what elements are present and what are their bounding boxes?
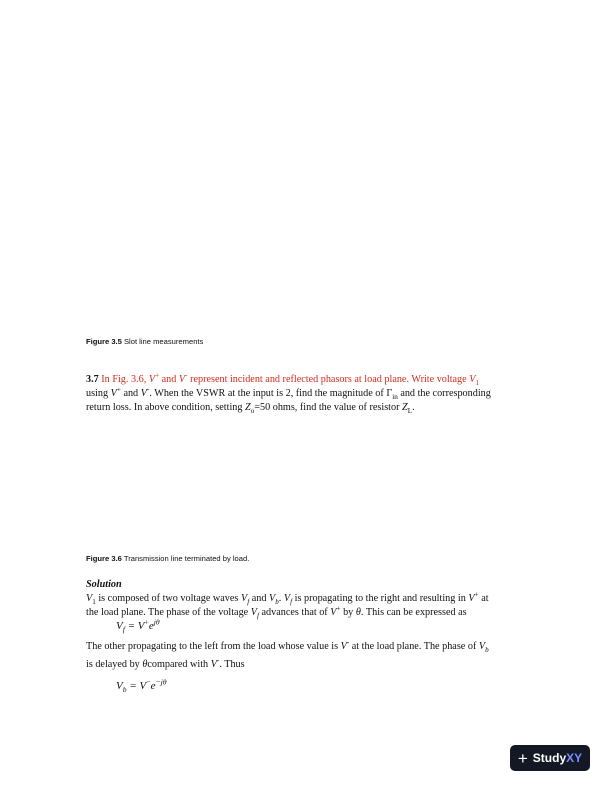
problem-line-1	[86, 373, 532, 387]
figure-label: Figure 3.5	[86, 337, 122, 346]
figure-3-6-caption	[86, 554, 249, 563]
solution-block	[86, 578, 532, 620]
problem-number: 3.7	[86, 374, 99, 385]
equation-vf: $V_f = V^+e^{j\theta}$	[116, 617, 160, 635]
equation-vb: $V_b = V^-e^{-j\theta}$	[116, 677, 167, 695]
figure-label: Figure 3.6	[86, 554, 122, 563]
solution-line-4: is delayed by θcompared with V-. Thus	[86, 656, 245, 670]
solution-line-3: The other propagating to the left from the load whose value is V- at the load plane. The phase of $V_b$	[86, 638, 489, 655]
problem-3-7	[86, 373, 532, 415]
problem-line-2: using V+ and V-. When the VSWR at the input is 2, find the magnitude of $\Gamma_{in}$ and the corresponding	[86, 385, 491, 402]
plus-icon: +	[517, 748, 528, 768]
solution-line-2: the load plane. The phase of the voltage $V_f$ advances that of V+ by θ. This can be expressed as	[86, 604, 467, 621]
solution-block-2	[86, 640, 532, 672]
problem-line-3: return loss. In above condition, setting $Z_o=50$ ohms, find the value of resistor $Z_L$.	[86, 402, 415, 416]
logo-xy-text: XY	[566, 751, 583, 765]
studyxy-logo[interactable]	[510, 745, 590, 771]
figure-3-5-caption	[86, 337, 203, 346]
solution-heading: Solution	[86, 579, 122, 590]
problem-red-text: In Fig. 3.6, V+ and V- represent incident and reflected phasors at load plane. Write voltage $V_1$	[98, 371, 480, 388]
solution-line-1: $V_1$ is composed of two voltage waves $V_f$ and $V_b$. $V_f$ is propagating to the right and resulting in V+ at	[86, 590, 489, 607]
logo-study-text: Study	[532, 751, 567, 765]
figure-caption-text: Slot line measurements	[121, 337, 204, 346]
figure-caption-text: Transmission line terminated by load.	[121, 554, 250, 563]
